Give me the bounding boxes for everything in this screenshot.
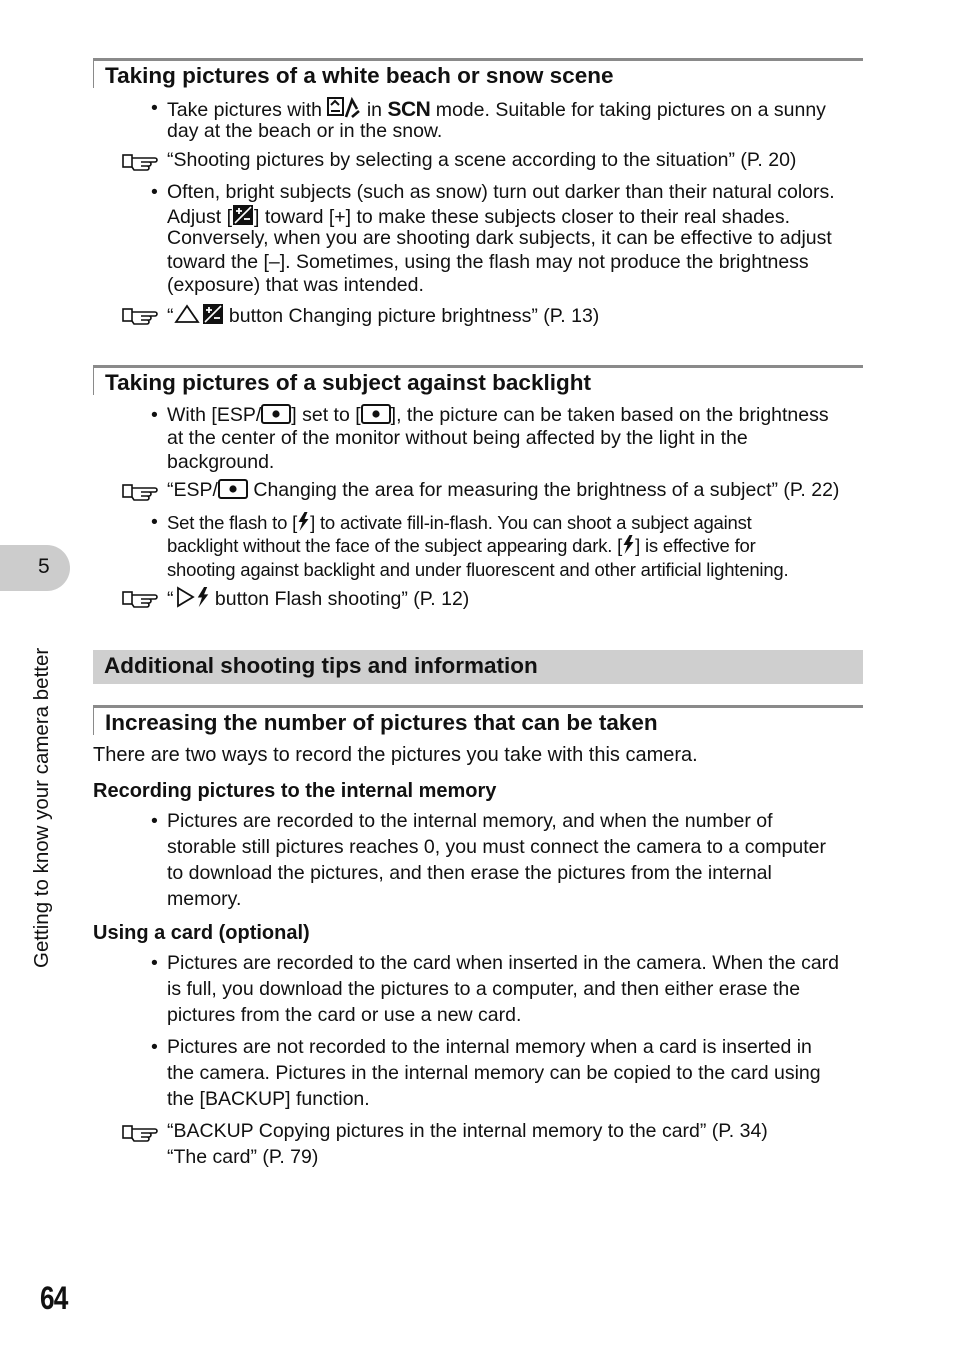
spot-metering-icon xyxy=(361,404,391,424)
list-item-continued: Adjust [ ] toward [+] to make these subjects closer to their real shades. xyxy=(167,206,791,228)
page-reference: “Shooting pictures by selecting a scene according to the situation” (P. 20) xyxy=(167,149,797,171)
list-item-continued: Conversely, when you are shooting dark subjects, it can be effective to adjust xyxy=(167,227,832,249)
list-item-continued: is full, you download the pictures to a computer, and then either erase the xyxy=(167,978,801,1000)
list-item-continued: at the center of the monitor without being affected by the light in the xyxy=(167,427,748,449)
bullet: • xyxy=(151,810,158,832)
reference-hand-icon xyxy=(121,303,159,325)
bullet: • xyxy=(151,181,158,203)
page-reference: “BACKUP Copying pictures in the internal memory to the card” (P. 34) xyxy=(167,1120,768,1142)
flash-icon xyxy=(196,587,210,608)
flash-icon xyxy=(622,535,635,555)
bullet: • xyxy=(151,404,158,426)
up-arrow-icon xyxy=(174,303,202,325)
section-heading-beach xyxy=(93,58,863,88)
spot-metering-icon xyxy=(218,479,248,499)
bullet: • xyxy=(151,952,158,974)
reference-hand-icon xyxy=(121,1120,159,1142)
bullet: • xyxy=(151,1036,158,1058)
list-item: With [ESP/ ] set to [ ], the picture can be taken based on the brightness xyxy=(167,404,829,426)
list-item-continued: pictures from the card or use a new card. xyxy=(167,1004,522,1026)
reference-hand-icon xyxy=(121,586,159,608)
page-reference: “The card” (P. 79) xyxy=(167,1146,319,1168)
list-item-continued: toward the [–]. Sometimes, using the flash may not produce the brightness xyxy=(167,251,809,273)
list-item-continued: to download the pictures, and then erase the pictures from the internal xyxy=(167,862,772,884)
bullet: • xyxy=(151,511,158,533)
spot-metering-icon xyxy=(261,404,291,424)
list-item-continued: storable still pictures reaches 0, you must connect the camera to a computer xyxy=(167,836,826,858)
page-reference: “ button Changing picture brightness” (P. 13) xyxy=(167,305,600,327)
reference-hand-icon xyxy=(121,479,159,501)
list-item-continued: shooting against backlight and under fluorescent and other artificial lightening. xyxy=(167,559,789,580)
subheading-internal-memory: Recording pictures to the internal memory xyxy=(93,780,497,802)
list-item-continued: background. xyxy=(167,451,275,473)
page-number: 64 xyxy=(40,1280,68,1316)
section-heading-backlight xyxy=(93,365,863,395)
list-item: Pictures are recorded to the card when inserted in the camera. When the card xyxy=(167,952,840,974)
chapter-tab xyxy=(0,545,70,591)
chapter-number: 5 xyxy=(38,555,50,578)
scn-mode-icon: SCN xyxy=(387,98,431,121)
reference-hand-icon xyxy=(121,149,159,171)
intro-paragraph: There are two ways to record the pictures you take with this camera. xyxy=(93,744,698,766)
section-title: Additional shooting tips and information xyxy=(104,653,538,678)
list-item: Pictures are not recorded to the internal memory when a card is inserted in xyxy=(167,1036,812,1058)
list-item: Pictures are recorded to the internal memory, and when the number of xyxy=(167,810,773,832)
list-item-continued: the camera. Pictures in the internal memory can be copied to the card using xyxy=(167,1062,821,1084)
section-heading-tips xyxy=(93,650,863,684)
list-item-continued: day at the beach or in the snow. xyxy=(167,120,443,142)
flash-icon xyxy=(297,512,310,532)
list-item-continued: (exposure) that was intended. xyxy=(167,274,424,296)
page-reference: “ button Flash shooting” (P. 12) xyxy=(167,588,470,610)
list-item-continued: backlight without the face of the subject appearing dark. [ ] is effective for xyxy=(167,535,756,556)
right-arrow-icon xyxy=(174,586,196,608)
list-item: Often, bright subjects (such as snow) turn out darker than their natural colors. xyxy=(167,181,835,203)
exposure-compensation-icon xyxy=(232,204,254,226)
section-title: Taking pictures of a white beach or snow scene xyxy=(105,63,614,88)
list-item-continued: the [BACKUP] function. xyxy=(167,1088,370,1110)
page-reference: “ESP/ Changing the area for measuring the brightness of a subject” (P. 22) xyxy=(167,479,840,501)
list-item: Take pictures with in SCN mode. Suitable for taking pictures on a sunny xyxy=(167,98,826,121)
section-title: Taking pictures of a subject against backlight xyxy=(105,370,591,395)
section-title: Increasing the number of pictures that can be taken xyxy=(105,710,658,735)
list-item-continued: memory. xyxy=(167,888,242,910)
section-heading-increase xyxy=(93,705,863,735)
beach-snow-scene-icon xyxy=(327,97,361,119)
exposure-compensation-icon xyxy=(202,303,224,325)
list-item: Set the flash to [ ] to activate fill-in-flash. You can shoot a subject against xyxy=(167,512,752,533)
chapter-title-vertical: Getting to know your camera better xyxy=(30,647,53,968)
subheading-card: Using a card (optional) xyxy=(93,922,310,944)
bullet: • xyxy=(151,97,158,119)
